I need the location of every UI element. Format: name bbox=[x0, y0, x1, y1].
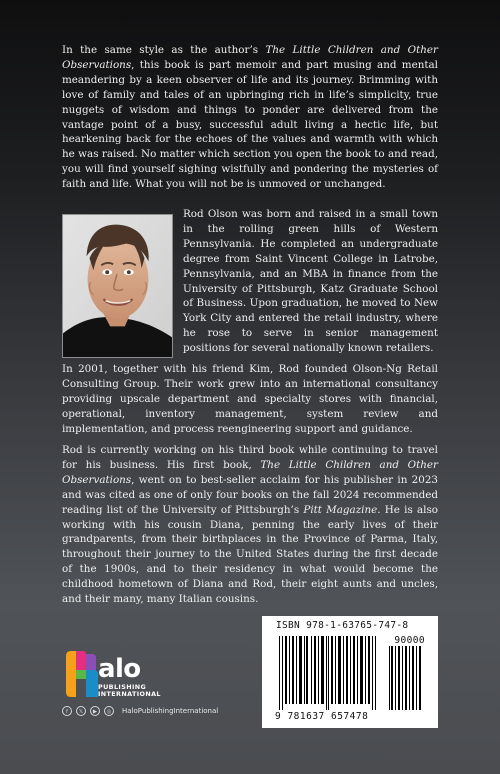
x-icon: 𝕏 bbox=[76, 706, 86, 716]
price-code: 90000 bbox=[394, 635, 425, 646]
facebook-icon: f bbox=[62, 706, 72, 716]
publisher-social-handle: HaloPublishingInternational bbox=[122, 707, 219, 715]
barcode-icon bbox=[278, 636, 380, 710]
publisher-social-row bbox=[62, 706, 218, 716]
author-bio-paragraph-3 bbox=[62, 443, 438, 607]
author-bio-paragraph-3-after-title: . He is also working with his cousin Diana, penning the early lives of their grandparents, from their birthplaces in the Province of Parma, Italy, throughout their journey to the United States during the first decade of the 1900s, and to their residency in what would become the childhood hometown of Diana and Rod, their eight aunts and uncles, and their many, many Italian cousins. bbox=[62, 503, 438, 606]
author-photo bbox=[62, 214, 173, 358]
youtube-icon: ▶ bbox=[90, 706, 100, 716]
price-barcode-icon bbox=[388, 646, 424, 710]
author-bio-paragraph-3-middle: , went on to best-seller acclaim for his publisher in 2023 and was cited as one of only four books on the fall 2024 recommended reading list of the University of Pittsburgh’s bbox=[62, 473, 438, 516]
pitt-magazine-title: Pitt Magazine bbox=[303, 503, 378, 516]
author-portrait-icon bbox=[63, 215, 172, 357]
author-bio-paragraph-2: In 2001, together with his friend Kim, Rod founded Olson-Ng Retail Consulting Group. Their work grew into an international consultancy providing upscale department and specialty stores with financial, operational, inventory management, system review and implementation, and process reengineering support and guidance. bbox=[62, 363, 438, 435]
price-barcode bbox=[388, 646, 424, 710]
author-bio-paragraph-3-before-title: Rod is currently working on his third book while continuing to travel for his business. His first book, bbox=[62, 444, 438, 471]
intro-suffix: , this book is part memoir and part musing and mental meandering by a keen observer of life and its journey. Brimming with love of family and tales of an upbringing rich in life’s simplicity, true nuggets of wisdom and things to ponder are delivered from the vantage point of a busy, successful adult living a hectic life, but hearkening back for the echoes of the values and warmth with which he was raised. No matter which section you open the book to and read, you will find yourself sighing wistfully and pondering the mysteries of faith and life. What you will not be is unmoved or unchanged. bbox=[62, 58, 438, 191]
logo-subtitle-line-2: INTERNATIONAL bbox=[98, 690, 161, 699]
author-first-book-title: The Little Children and Other Observations bbox=[62, 458, 438, 486]
isbn-barcode-box bbox=[262, 616, 438, 728]
intro-prefix: In the same style as the author’s bbox=[62, 44, 266, 56]
instagram-icon: ◎ bbox=[104, 706, 114, 716]
intro-paragraph bbox=[62, 43, 438, 192]
author-bio-paragraph-1: Rod Olson was born and raised in a small town in the rolling green hills of Western Pennsylvania. He completed an undergraduate degree from Saint Vincent College in Latrobe, Pennsylvania, and an MBA in finance from the University of Pittsburgh, Katz Graduate School of Business. Upon graduation, he moved to New York City and entered the retail industry, where he rose to serve in senior management positions for several nationally known retailers. bbox=[183, 208, 438, 355]
intro-book-title: The Little Children and Other Observations bbox=[62, 44, 438, 71]
isbn-text: ISBN 978-1-63765-747-8 bbox=[276, 620, 409, 631]
logo-subtitle bbox=[98, 684, 161, 699]
logo-subtitle-line-1: PUBLISHING bbox=[98, 683, 147, 691]
barcode-digits: 9 781637 657478 bbox=[275, 711, 369, 722]
main-barcode bbox=[278, 636, 380, 710]
logo-wordmark: alo bbox=[98, 654, 141, 684]
